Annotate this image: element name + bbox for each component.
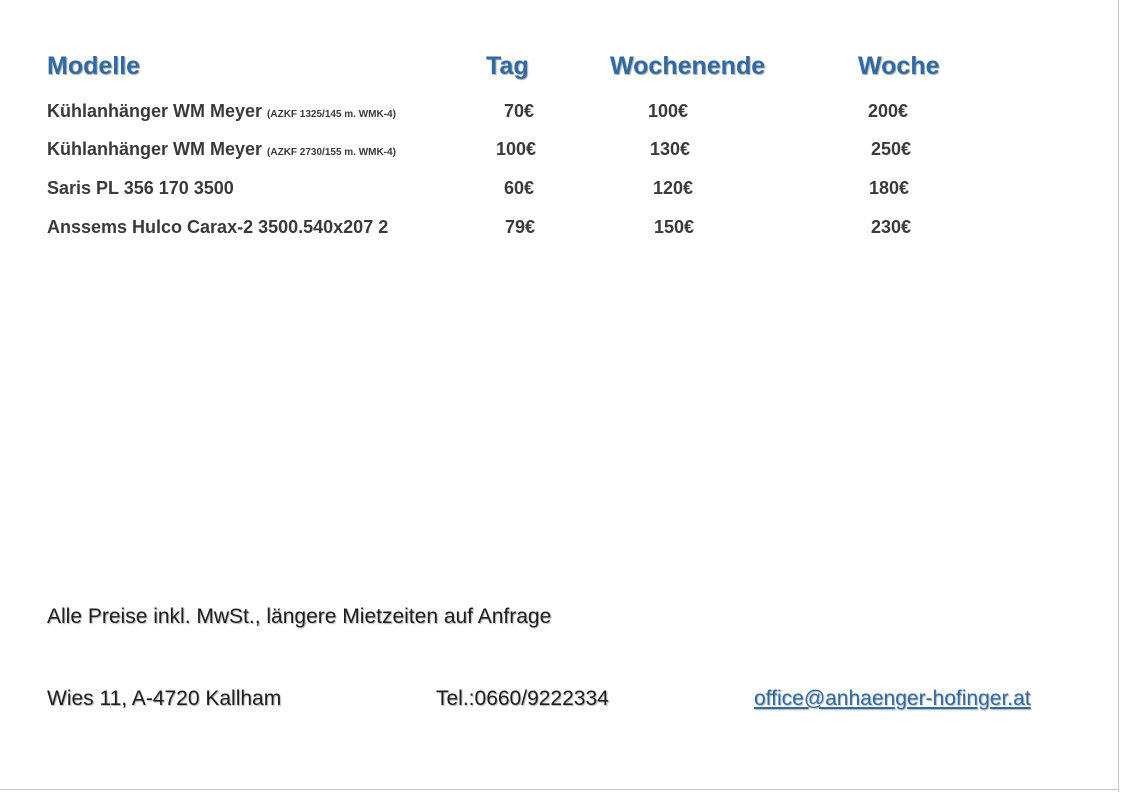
row-model: Saris PL 356 170 3500 (47, 178, 234, 198)
price-notice: Alle Preise inkl. MwSt., längere Mietzeiten auf Anfrage (47, 605, 552, 628)
table-row (0, 214, 1100, 240)
row-model: Anssems Hulco Carax-2 3500.540x207 2 (47, 217, 389, 237)
price-weekend: 150€ (653, 217, 694, 237)
model-note: (AZKF 1325/145 m. WMK-4) (267, 109, 396, 120)
price-weekend: 100€ (647, 101, 688, 121)
model-name: Kühlanhänger WM Meyer (47, 101, 263, 121)
price-day: 70€ (503, 101, 534, 121)
header-weekend: Wochenende (610, 52, 766, 80)
price-week: 250€ (870, 139, 911, 159)
table-row (0, 175, 1100, 201)
header-week: Woche (858, 52, 940, 80)
header-day: Tag (486, 52, 529, 80)
table-row (0, 98, 1100, 124)
row-model (47, 98, 396, 128)
price-weekend: 120€ (652, 178, 693, 198)
email-link[interactable]: office@anhaenger-hofinger.at (754, 687, 1031, 710)
price-weekend: 130€ (649, 139, 690, 159)
model-note: (AZKF 2730/155 m. WMK-4) (267, 147, 396, 158)
phone: Tel.:0660/9222334 (436, 687, 609, 710)
page-edge-bottom (0, 789, 1119, 790)
price-week: 180€ (868, 178, 909, 198)
price-day: 60€ (503, 178, 534, 198)
row-model (47, 136, 396, 166)
table-row (0, 136, 1100, 162)
price-day: 79€ (504, 217, 535, 237)
price-week: 230€ (870, 217, 911, 237)
page-edge-right (1118, 0, 1119, 792)
header-model: Modelle (47, 52, 141, 80)
price-week: 200€ (867, 101, 908, 121)
model-name: Kühlanhänger WM Meyer (47, 139, 263, 159)
address: Wies 11, A-4720 Kallham (47, 687, 282, 710)
price-day: 100€ (495, 139, 536, 159)
